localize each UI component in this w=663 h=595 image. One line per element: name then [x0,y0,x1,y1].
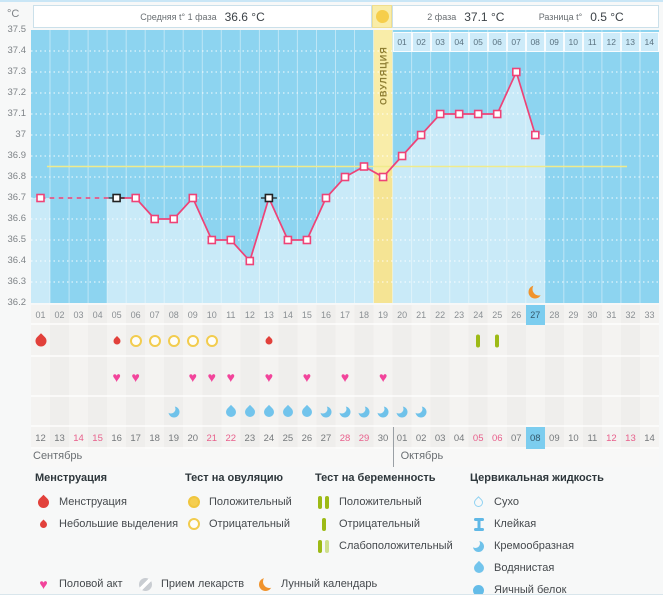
fluid-sticky-icon [470,516,487,532]
temp-marker[interactable] [513,69,520,76]
calendar-date-row [31,427,659,449]
date-cell[interactable]: 04 [453,432,465,444]
date-cell[interactable]: 30 [377,432,389,444]
legend-item [185,513,292,535]
temp-marker[interactable] [189,195,196,202]
cycle-day-cell[interactable]: 10 [206,310,217,320]
menstruation-drop-icon[interactable] [35,336,46,347]
fluid-watery-icon[interactable] [264,407,274,417]
fluid-watery-icon[interactable] [283,407,293,417]
legend-item-label: Лунный календарь [281,578,378,590]
cycle-day-cell[interactable]: 25 [492,310,503,320]
intercourse-heart-icon[interactable]: ♥ [264,369,274,385]
phase2-day-cell: 11 [583,32,602,52]
cycle-day-cell[interactable]: 27 [526,305,545,325]
temp-marker[interactable] [399,153,406,160]
legend-section [35,472,178,535]
cycle-day-cell[interactable]: 31 [606,310,617,320]
temp-marker[interactable] [151,216,158,223]
legend-item-label: Менструация [59,496,127,508]
legend-item [35,576,123,592]
intercourse-heart-icon[interactable]: ♥ [378,369,388,385]
ovulation-test-negative-icon[interactable] [130,335,142,347]
ovulation-band-fill [374,167,393,304]
cycle-day-cell[interactable]: 08 [168,310,179,320]
fluid-creamy-icon[interactable] [321,407,332,418]
cycle-day-cell[interactable]: 16 [320,310,331,320]
ytick-label: 37.3 [7,66,26,77]
temp-marker[interactable] [361,163,368,170]
intercourse-heart-icon[interactable]: ♥ [131,369,140,385]
cycle-day-cell[interactable]: 33 [644,310,655,320]
legend-section-title: Тест на беременность [315,472,436,484]
phase2-day-cell: 02 [412,32,431,52]
legend-item [315,535,453,557]
legend-item-label: Сухо [494,496,519,508]
date-cell[interactable]: 14 [644,432,655,444]
legend-item [315,513,453,535]
cycle-day-cell[interactable]: 11 [226,310,236,320]
legend-item-label: Слабоположительный [339,540,453,552]
cycle-day-cell[interactable]: 21 [416,310,427,320]
pregnancy-test-negative-icon[interactable] [495,335,499,348]
phase2-day-cell: 12 [602,32,621,52]
spotting-drop-icon[interactable] [265,338,272,345]
month-label: Октябрь [400,450,444,462]
ovulation-test-negative-icon[interactable] [149,335,161,347]
date-cell[interactable]: 22 [225,432,237,444]
intercourse-heart-icon[interactable]: ♥ [302,369,312,385]
phase1-value: 36.6 °C [224,9,265,24]
legend-item [35,491,178,513]
cycle-day-cell[interactable]: 06 [130,310,141,320]
phase2-label: 2 фаза [427,11,457,22]
temp-marker[interactable] [113,195,120,202]
fluid-watery-icon[interactable] [302,407,312,417]
legend-item-label: Небольшие выделения [59,518,179,530]
cycle-day-cell[interactable]: 28 [549,310,560,320]
date-cell[interactable]: 21 [206,432,218,444]
temp-marker[interactable] [246,258,253,265]
cycle-day-cell[interactable]: 32 [625,310,636,320]
phase1-average-box [33,5,372,28]
ovulation-header-box [372,5,392,28]
date-cell[interactable]: 09 [549,432,560,444]
cycle-day-cell[interactable]: 12 [244,310,255,320]
date-cell[interactable]: 11 [587,432,598,444]
legend-item [470,579,604,595]
cycle-day-cell[interactable]: 04 [92,310,103,320]
phase2-day-cell: 09 [545,32,564,52]
pregnancy-test-negative-icon[interactable] [476,335,480,348]
temp-difference-label: Разница t° [538,11,583,22]
legend-item [257,576,377,592]
cycle-day-cell[interactable]: 05 [111,310,122,320]
fluid-creamy-icon[interactable] [168,407,179,418]
date-cell[interactable]: 18 [149,432,160,444]
month-label: Сентябрь [33,450,83,462]
intercourse-heart-icon[interactable]: ♥ [340,369,350,385]
cervical-fluid-row [31,397,659,427]
intercourse-heart-icon[interactable]: ♥ [188,369,197,385]
temp-marker[interactable] [342,174,349,181]
phase2-value: 37.1 °C [464,9,505,24]
legend-item [137,576,244,592]
spotting-drop-icon [35,516,52,532]
ovulation-test-negative-icon[interactable] [206,335,218,347]
date-cell[interactable]: 01 [396,432,408,444]
ytick-label: 37.2 [7,87,26,98]
legend-section [470,472,604,595]
date-cell[interactable]: 17 [130,432,141,444]
cycle-day-cell[interactable]: 07 [149,310,160,320]
phase2-day-cell: 14 [640,32,659,52]
cycle-day-cell[interactable]: 15 [301,310,312,320]
date-cell[interactable]: 10 [568,432,579,444]
cycle-day-cell[interactable]: 17 [339,310,350,320]
legend-item [470,535,604,557]
legend-item [470,513,604,535]
temp-marker[interactable] [456,111,463,118]
phase2-day-cell: 03 [431,32,450,52]
cycle-day-cell[interactable]: 19 [378,310,389,320]
legend-item [185,491,292,513]
intercourse-heart-icon[interactable]: ♥ [226,369,235,385]
legend-item-label: Положительный [339,496,422,508]
ytick-label: 36.3 [7,276,26,287]
temp-marker[interactable] [323,195,330,202]
temp-difference-value: 0.5 °C [590,9,624,24]
temp-marker[interactable] [132,195,139,202]
temp-marker[interactable] [532,132,539,139]
ovulation-test-negative-icon [185,516,202,532]
date-cell[interactable]: 14 [73,432,84,444]
legend-item-label: Клейкая [494,518,537,530]
phase2-day-cell: 13 [621,32,640,52]
pregnancy-test-weak-icon [315,538,332,554]
day-grid [31,305,659,467]
temperature-axis [0,24,28,308]
legend-section-title: Тест на овуляцию [185,472,284,484]
cycle-day-cell[interactable]: 22 [435,310,446,320]
temperature-unit-label: °C [7,8,20,20]
legend-item-label: Половой акт [59,578,123,590]
intercourse-heart-icon[interactable]: ♥ [112,369,121,385]
pregnancy-test-positive-icon [315,494,332,510]
temp-marker[interactable] [494,111,501,118]
intercourse-heart-icon: ♥ [39,576,48,592]
lunar-calendar-moon-icon [257,576,274,592]
temperature-chart-plot[interactable] [31,30,659,303]
temp-marker[interactable] [475,111,482,118]
temp-marker[interactable] [208,237,215,244]
ytick-label: 36.5 [7,234,26,245]
intercourse-row [31,357,659,397]
temp-marker[interactable] [227,237,234,244]
legend-item-label: Прием лекарств [161,578,245,590]
ytick-label: 36.8 [7,171,26,182]
legend-item-label: Водянистая [494,562,555,574]
date-cell[interactable]: 20 [187,432,199,444]
legend-item-label: Положительный [209,496,292,508]
phase2-day-header-row [393,32,659,52]
legend-item [470,557,604,579]
ytick-label: 37.1 [7,108,26,119]
phase2-stats-box [392,5,659,28]
cycle-day-cell[interactable]: 09 [187,310,198,320]
legend-item-label: Отрицательный [209,518,290,530]
ovulation-sun-icon [376,10,389,23]
fluid-watery-icon[interactable] [226,407,236,417]
legend [31,472,659,595]
legend-item-label: Яичный белок [494,584,567,595]
date-cell[interactable]: 07 [510,432,522,444]
cycle-day-cell[interactable]: 24 [473,310,484,320]
intercourse-heart-icon[interactable]: ♥ [207,369,216,385]
legend-item [315,491,453,513]
date-cell[interactable]: 03 [434,432,446,444]
ytick-label: 36.7 [7,192,26,203]
temperature-area-fill [31,198,50,303]
temperature-area-fill [107,72,545,303]
date-cell[interactable]: 23 [244,432,256,444]
temp-marker[interactable] [170,216,177,223]
phase1-label: Средняя t° 1 фаза [140,11,217,22]
date-cell[interactable]: 06 [491,432,503,444]
cycle-day-cell[interactable]: 30 [587,310,598,320]
cycle-day-row [31,305,659,325]
medication-pill-icon [137,576,154,592]
fluid-creamy-icon[interactable] [397,407,408,418]
date-cell[interactable]: 28 [339,432,351,444]
phase2-day-cell: 06 [488,32,507,52]
date-cell[interactable]: 02 [415,432,427,444]
date-cell[interactable]: 27 [320,432,332,444]
legend-item [35,513,178,535]
legend-section-title: Менструация [35,472,108,484]
temp-marker[interactable] [437,111,444,118]
ytick-label: 37 [15,129,26,140]
cycle-day-cell[interactable]: 02 [54,310,65,320]
ovulation-band-label: ОВУЛЯЦИЯ [378,46,389,106]
ytick-label: 36.2 [7,297,26,308]
ytick-label: 37.5 [7,24,26,35]
legend-section [315,472,453,557]
month-divider [393,427,394,467]
fluid-creamy-icon[interactable] [416,407,427,418]
temp-marker[interactable] [284,237,291,244]
date-cell[interactable]: 26 [301,432,313,444]
lunar-calendar-moon-icon [529,286,542,299]
cycle-day-cell[interactable]: 26 [511,310,522,320]
legend-item-label: Отрицательный [339,518,420,530]
ovulation-test-negative-icon[interactable] [187,335,199,347]
fluid-dry-icon [470,494,487,510]
fluid-watery-icon [470,560,487,576]
date-cell[interactable]: 05 [472,432,484,444]
temp-marker[interactable] [380,174,387,181]
ytick-label: 36.9 [7,150,26,161]
legend-section [185,472,292,535]
cycle-day-cell[interactable]: 20 [397,310,408,320]
temp-marker[interactable] [303,237,310,244]
ytick-label: 36.4 [7,255,26,266]
ovulation-test-positive-icon [185,494,202,510]
menstruation-and-tests-row [31,325,659,357]
cycle-day-cell[interactable]: 29 [568,310,579,320]
legend-item [470,491,604,513]
cycle-day-cell[interactable]: 23 [454,310,465,320]
phase2-day-cell: 07 [507,32,526,52]
legend-item-label: Кремообразная [494,540,575,552]
phase2-day-cell: 01 [393,32,412,52]
date-cell[interactable]: 19 [168,432,179,444]
temp-marker[interactable] [418,132,425,139]
temp-marker[interactable] [265,195,272,202]
ytick-label: 37.4 [7,45,26,56]
fluid-creamy-icon[interactable] [359,407,370,418]
cycle-day-cell[interactable]: 18 [359,310,370,320]
date-cell[interactable]: 12 [35,432,46,444]
fluid-creamy-icon[interactable] [340,407,351,418]
date-cell[interactable]: 15 [92,432,103,444]
fluid-watery-icon[interactable] [245,407,255,417]
date-cell[interactable]: 13 [625,432,636,444]
phase2-day-cell: 04 [450,32,469,52]
cycle-day-cell[interactable]: 03 [73,310,84,320]
phase2-day-cell: 10 [564,32,583,52]
date-cell[interactable]: 16 [111,432,122,444]
spotting-drop-icon[interactable] [113,338,120,345]
date-cell[interactable]: 29 [358,432,370,444]
fluid-eggwhite-icon [470,582,487,595]
month-row [31,449,659,467]
date-cell[interactable]: 25 [282,432,294,444]
cycle-day-cell[interactable]: 14 [282,310,293,320]
ovulation-test-negative-icon[interactable] [168,335,180,347]
phase2-day-cell: 08 [526,32,545,52]
temp-marker[interactable] [37,195,44,202]
date-cell[interactable]: 08 [526,427,545,449]
date-cell[interactable]: 12 [606,432,617,444]
fluid-creamy-icon[interactable] [378,407,389,418]
cycle-day-cell[interactable]: 13 [263,310,274,320]
menstruation-drop-icon [35,494,52,510]
phase2-day-cell: 05 [469,32,488,52]
date-cell[interactable]: 24 [263,432,275,444]
date-cell[interactable]: 13 [54,432,65,444]
ytick-label: 36.6 [7,213,26,224]
fluid-creamy-icon [470,538,487,554]
pregnancy-test-negative-icon [315,516,332,532]
legend-section-title: Цервикальная жидкость [470,472,604,484]
cycle-day-cell[interactable]: 01 [35,310,46,320]
